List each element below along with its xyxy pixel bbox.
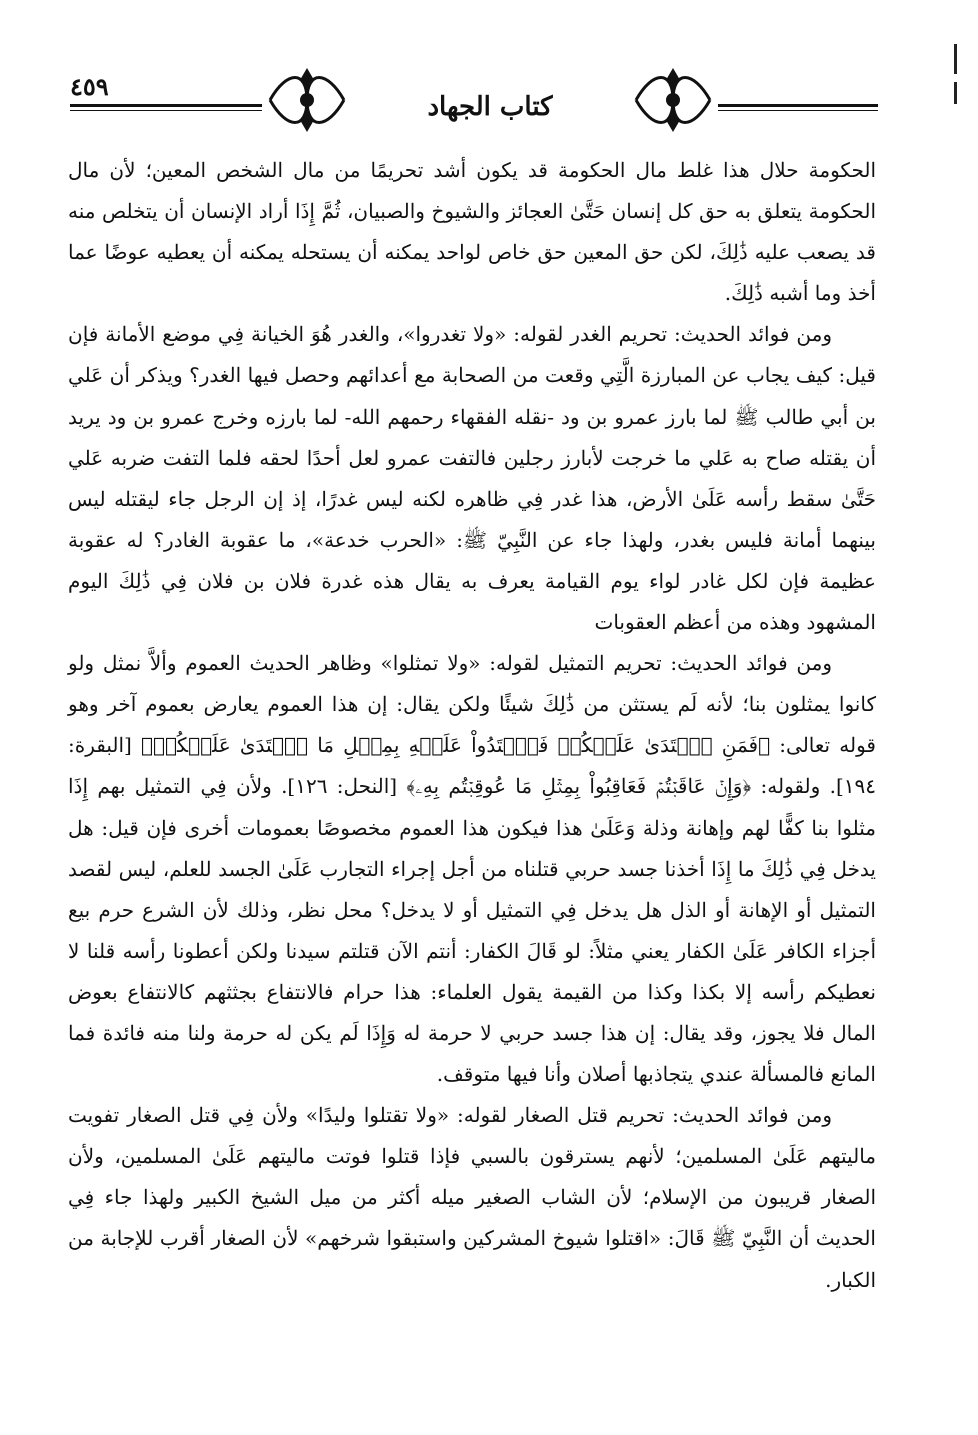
header-rule [70, 104, 262, 107]
header-rule-right-thin [718, 110, 878, 111]
paragraph: ومن فوائد الحديث: تحريم التمثيل لقوله: «ولا تمثلوا» وظاهر الحديث العموم وألاَّ نمثل ولو كانوا يمثلون بنا؛ لأنه لَم يستثن من ذَٰلِكَ شيئًا ولكن يقال: إن هذا العموم يعارض بعموم آخر وهو قوله تعالى: ﴿فَمَنِ ٱعۡتَدَىٰ عَلَيۡكُمۡ فَٱعۡتَدُواْ عَلَيۡهِ بِمِثۡلِ مَا ٱعۡتَدَىٰ عَلَيۡكُمۡ﴾ [البقرة: ١٩٤]. ولقوله: ﴿وَإِنۡ عَاقَبۡتُمۡ فَعَاقِبُواْ بِمِثۡلِ مَا عُوقِبۡتُم بِهِۦ﴾ [النحل: ١٢٦]. ولأن فِي التمثيل بهم إِذَا مثلوا بنا كفًّا لهم وإهانة وذلة وَعَلَىٰ هذا فيكون هذا العموم مخصوصًا بعمومات أخرى فإن قيل: هل يدخل فِي ذَٰلِكَ ما إِذَا أخذنا جسد حربي قتلناه من أجل إجراء التجارب عَلَىٰ الجسد للعلم، ليس لقصد التمثيل أو الإهانة أو الذل هل يدخل فِي التمثيل أو لا يدخل؟ محل نظر، وذلك لأن الشرع حرم بيع أجزاء الكافر عَلَىٰ الكفار يعني مثلاً: لو قَالَ الكفار: أنتم الآن قتلتم سيدنا ولكن أعطونا رأسه قلنا لا نعطيكم رأسه إلا بكذا وكذا من القيمة يقول العلماء: هذا حرام فالانتفاع بجثثهم كالانتفاع بعوض المال فلا يجوز، وقد يقال: إن هذا جسد حربي لا حرمة له وَإِذَا لَم يكن له حرمة ولنا منه فائدة فما المانع فالمسألة عندي يتجاذبها أصلان وأنا فيها متوقف. [68, 651, 876, 1087]
paragraph: الحكومة حلال هذا غلط مال الحكومة قد يكون أشد تحريمًا من مال الشخص المعين؛ لأن مال الحكومة يتعلق به حق كل إنسان حَتَّىٰ العجائز والشيوخ والصبيان، ثُمَّ إِذَا أراد الإنسان أن يتخلص منه قد يصعب عليه ذَٰلِكَ، لكن حق المعين حق خاص لواحد يمكنه أن يستحله يمكنه أن يعطيه عوضًا عما أخذ وما أشبه ذَٰلِكَ. [68, 158, 877, 306]
binding-mark [954, 82, 957, 104]
right-ornament-icon [628, 60, 718, 140]
header-rule-right [718, 104, 878, 107]
running-title: كتاب الجهاد [427, 92, 553, 122]
paragraph: ومن فوائد الحديث: تحريم الغدر لقوله: «ولا تغدروا»، والغدر هُوَ الخيانة فِي موضع الأمانة فإن قيل: كيف يجاب عن المبارزة الَّتِي وقعت من الصحابة مع أعدائهم وحصل فيها الغدر؟ ويذكر أن عَلي بن أبي طالب ﷺ لما بارز عمرو بن ود -نقله الفقهاء رحمهم الله- لما بارزه وخرج عمرو بن ود يريد أن يقتله صاح به عَلي ما خرجت لأبارز رجلين فالتفت عمرو لعل أحدًا لحقه فلما التفت ضربه عَلي حَتَّىٰ سقط رأسه عَلَىٰ الأرض، هذا غدر فِي ظاهره لكنه ليس غدرًا، إذ إن الرجل جاء ليقتله ليس بينهما أمانة فليس بغدر، ولهذا جاء عن النَّبِيّ ﷺ: «الحرب خدعة»، ما عقوبة الغادر؟ له عقوبة عظيمة فإن لكل غادر لواء يوم القيامة يعرف به يقال هذه غدرة فلان بن فلان فِي ذَٰلِكَ اليوم المشهود وهذه من أعظم العقوبات [68, 322, 876, 635]
page-body [68, 150, 876, 1301]
paragraph: ومن فوائد الحديث: تحريم قتل الصغار لقوله: «ولا تقتلوا وليدًا» ولأن فِي قتل الصغار تفويت ماليتهم عَلَىٰ المسلمين؛ لأنهم يسترقون بالسبي فإذا قتلوا فوتت ماليتهم عَلَىٰ المسلمين، ولأن الصغار قريبون من الإسلام؛ لأن الشاب الصغير ميله أكثر من ميل الشيخ الكبير ولهذا جاء فِي الحديث أن النَّبِيّ ﷺ قَالَ: «اقتلوا شيوخ المشركين واستبقوا شرخهم» لأن الصغار أقرب للإجابة من الكبار. [68, 1103, 876, 1292]
header-rule-thin [70, 110, 262, 111]
page-number: ٤٥٩ [70, 72, 109, 101]
left-ornament-icon [262, 60, 352, 140]
binding-mark [954, 44, 957, 74]
